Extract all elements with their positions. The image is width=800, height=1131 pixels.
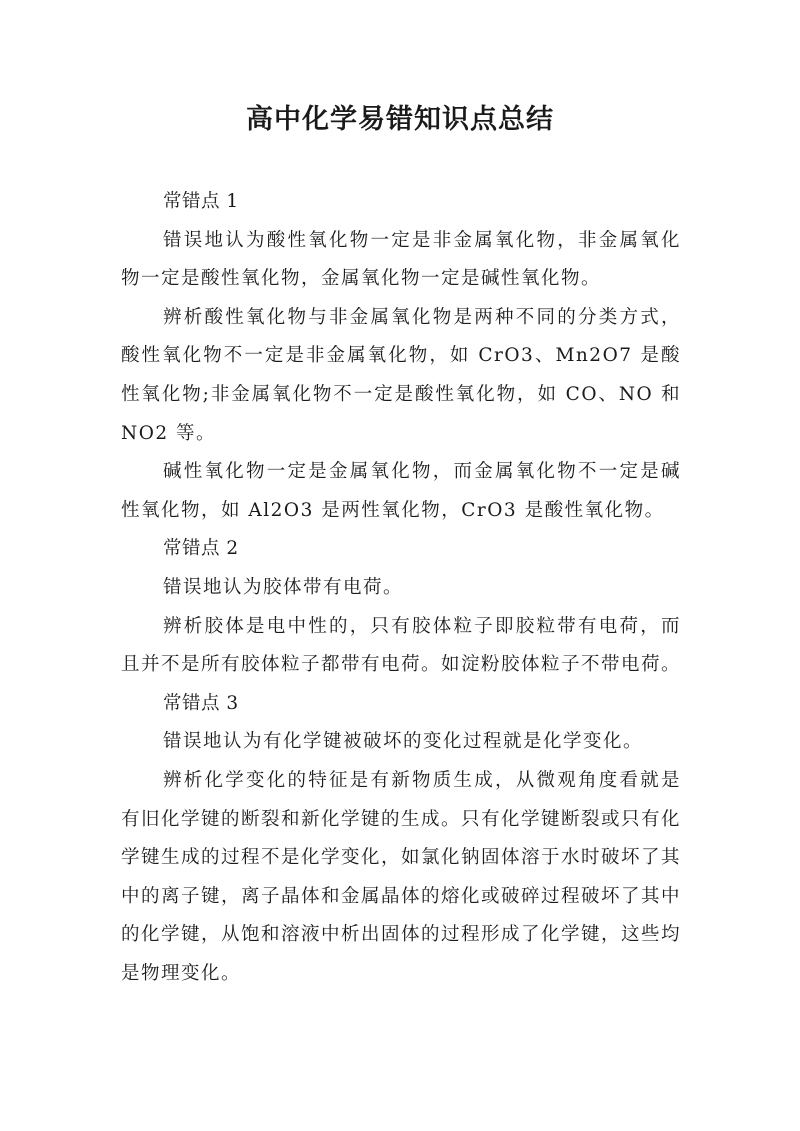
paragraph-analysis-1b: 碱性氧化物一定是金属氧化物，而金属氧化物不一定是碱性氧化物，如 Al2O3 是两性氧化物，CrO3 是酸性氧化物。	[121, 461, 681, 521]
paragraph-error-1: 错误地认为酸性氧化物一定是非金属氧化物，非金属氧化物一定是酸性氧化物，金属氧化物一定是碱性氧化物。	[121, 229, 681, 290]
section-heading-1: 常错点 1	[163, 191, 239, 212]
document-body	[121, 183, 681, 993]
paragraph-analysis-3: 辨析化学变化的特征是有新物质生成，从微观角度看就是有旧化学键的断裂和新化学键的生成。只有化学键断裂或只有化学键生成的过程不是化学变化，如氯化钠固体溶于水时破坏了其中的离子键，离子晶体和金属晶体的熔化或破碎过程破坏了其中的化学键，从饱和溶液中析出固体的过程形成了化学键，这些均是物理变化。	[121, 769, 682, 984]
paragraph-error-3: 错误地认为有化学键被破坏的变化过程就是化学变化。	[163, 731, 644, 753]
section-heading-2: 常错点 2	[163, 538, 239, 560]
section-heading-3: 常错点 3	[163, 692, 239, 714]
paragraph-analysis-2: 辨析胶体是电中性的，只有胶体粒子即胶粒带有电荷，而且并不是所有胶体粒子都带有电荷。如淀粉胶体粒子不带电荷。	[121, 615, 682, 676]
document-title: 高中化学易错知识点总结	[246, 104, 554, 135]
paragraph-analysis-1a: 辨析酸性氧化物与非金属氧化物是两种不同的分类方式，酸性氧化物不一定是非金属氧化物，如 CrO3、Mn2O7 是酸性氧化物;非金属氧化物不一定是酸性氧化物，如 CO、NO 和 NO2 等。	[121, 306, 681, 444]
paragraph-error-2: 错误地认为胶体带有电荷。	[163, 576, 404, 598]
